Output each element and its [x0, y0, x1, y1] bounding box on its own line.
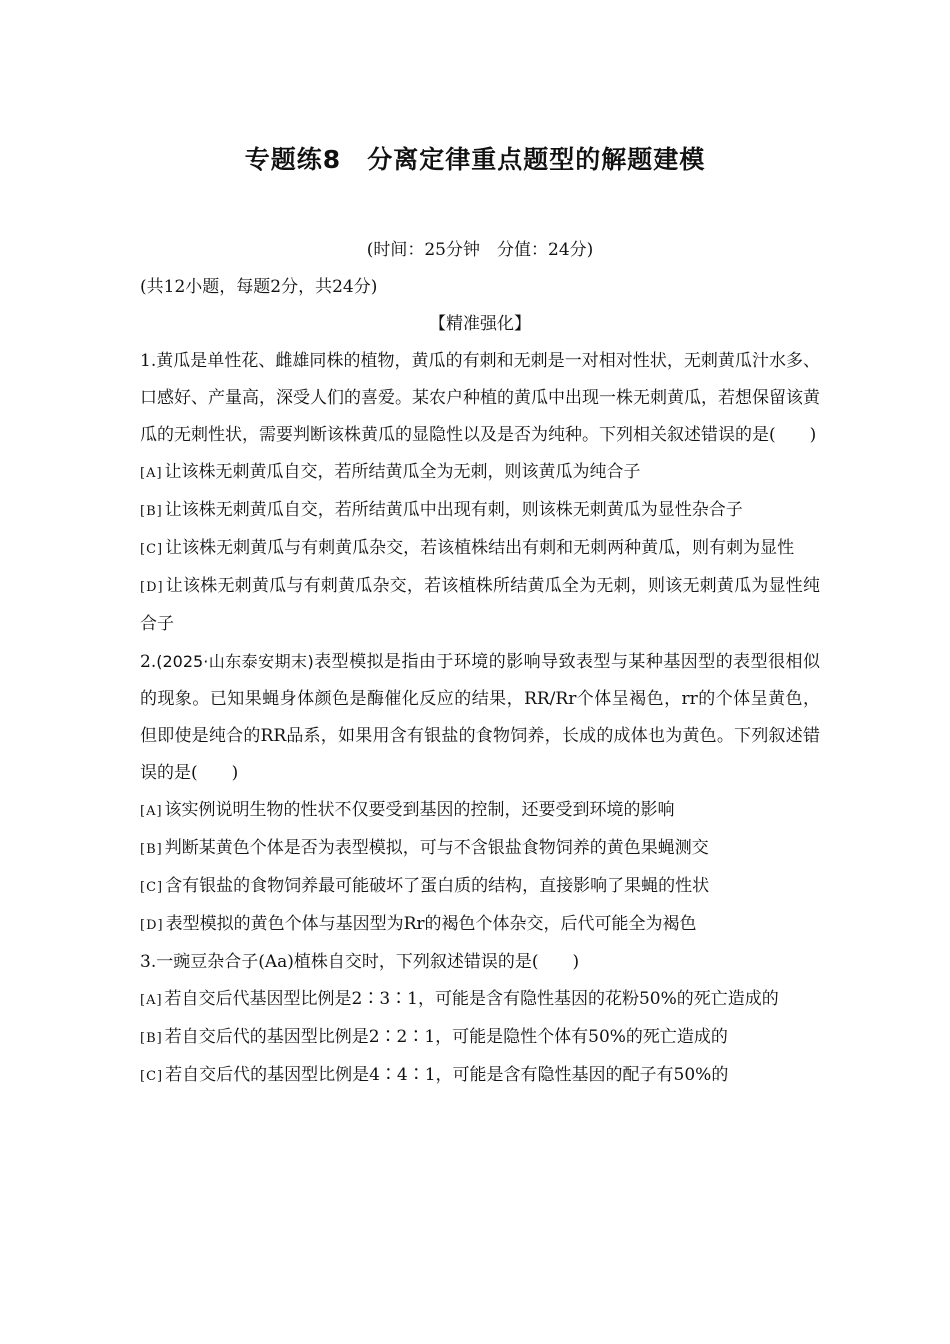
option-text: 让该株无刺黄瓜自交，若所结黄瓜中出现有刺，则该株无刺黄瓜为显性杂合子 — [164, 500, 743, 520]
option-d[interactable] — [140, 568, 820, 643]
option-c[interactable] — [140, 1057, 820, 1095]
question-source: (2025·山东泰安期末) — [156, 652, 314, 671]
option-label: [A] — [140, 993, 163, 1008]
option-text: 若自交后代的基因型比例是2∶2∶1，可能是隐性个体有50%的死亡造成的 — [164, 1027, 728, 1047]
option-text: 让该株无刺黄瓜自交，若所结黄瓜全为无刺，则该黄瓜为纯合子 — [164, 462, 641, 482]
option-label: [B] — [140, 504, 163, 519]
option-text: 让该株无刺黄瓜与有刺黄瓜杂交，若该植株所结黄瓜全为无刺，则该无刺黄瓜为显性纯合子 — [140, 576, 820, 634]
page-title: 专题练8 分离定律重点题型的解题建模 — [244, 145, 706, 174]
option-text: 含有银盐的食物饲养最可能破坏了蛋白质的结构，直接影响了果蝇的性状 — [165, 876, 710, 896]
question-stem — [140, 643, 820, 792]
option-text: 该实例说明生物的性状不仅要受到基因的控制，还要受到环境的影响 — [164, 800, 675, 820]
option-text: 表型模拟的黄色个体与基因型为Rr的褐色个体杂交，后代可能全为褐色 — [165, 914, 697, 934]
question-stem: 1.黄瓜是单性花、雌雄同株的植物，黄瓜的有刺和无刺是一对相对性状，无刺黄瓜汁水多、口感好、产量高，深受人们的喜爱。某农户种植的黄瓜中出现一株无刺黄瓜，若想保留该黄瓜的无刺性状，需要判断该株黄瓜的显隐性以及是否为纯种。下列相关叙述错误的是( ) — [140, 351, 820, 445]
option-label: [C] — [140, 880, 164, 895]
option-text: 判断某黄色个体是否为表型模拟，可与不含银盐食物饲养的黄色果蝇测交 — [164, 838, 709, 858]
option-label: [D] — [140, 918, 164, 933]
question-number: 2. — [140, 652, 157, 672]
option-a[interactable] — [140, 454, 820, 492]
option-d[interactable] — [140, 906, 820, 944]
question-stem-text: 表型模拟是指由于环境的影响导致表型与某种基因型的表型很相似的现象。已知果蝇身体颜色是酶催化反应的结果，RR/Rr个体呈褐色，rr的个体呈黄色，但即使是纯合的RR品系，如果用含有银盐的食物饲养，长成的成体也为黄色。下列叙述错误的是( ) — [140, 652, 820, 783]
section-heading: 【精准强化】 — [429, 314, 531, 334]
time-score-info: (时间：25分钟 分值：24分) — [366, 240, 594, 260]
question-3 — [140, 944, 820, 1095]
option-a[interactable] — [140, 792, 820, 830]
option-a[interactable] — [140, 981, 820, 1019]
option-text: 若自交后代基因型比例是2∶3∶1，可能是含有隐性基因的花粉50%的死亡造成的 — [164, 989, 779, 1009]
option-label: [B] — [140, 1031, 163, 1046]
option-b[interactable] — [140, 492, 820, 530]
option-b[interactable] — [140, 830, 820, 868]
option-label: [B] — [140, 842, 163, 857]
option-text: 若自交后代的基因型比例是4∶4∶1，可能是含有隐性基因的配子有50%的 — [165, 1065, 729, 1085]
option-label: [A] — [140, 466, 163, 481]
option-c[interactable] — [140, 868, 820, 906]
document-body — [140, 232, 820, 1095]
option-c[interactable] — [140, 530, 820, 568]
question-count-note: (共12小题，每题2分，共24分) — [140, 277, 378, 297]
question-1 — [140, 343, 820, 643]
option-b[interactable] — [140, 1019, 820, 1057]
option-label: [A] — [140, 804, 163, 819]
question-stem: 3.一豌豆杂合子(Aa)植株自交时，下列叙述错误的是( ) — [140, 952, 580, 972]
option-text: 让该株无刺黄瓜与有刺黄瓜杂交，若该植株结出有刺和无刺两种黄瓜，则有刺为显性 — [165, 538, 795, 558]
option-label: [C] — [140, 1069, 164, 1084]
option-label: [C] — [140, 542, 164, 557]
option-label: [D] — [140, 580, 164, 595]
question-2 — [140, 643, 820, 944]
